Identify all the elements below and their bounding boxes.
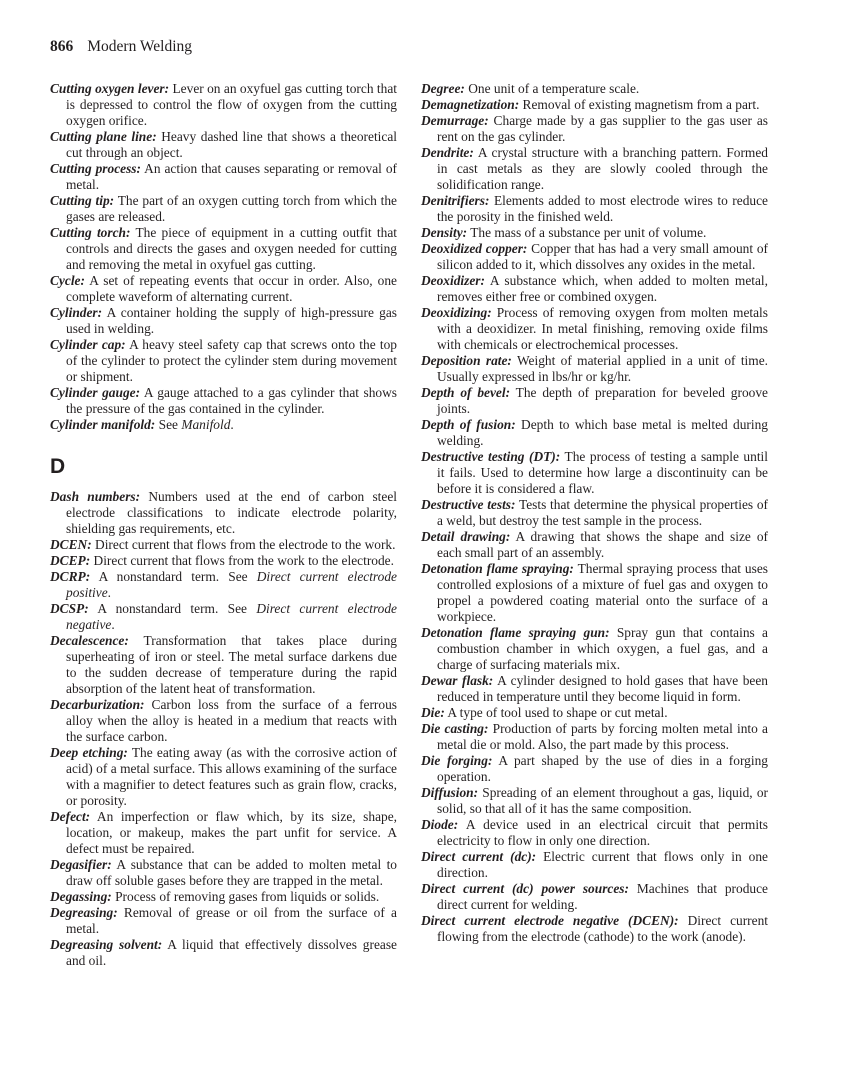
glossary-entry [421,705,768,721]
glossary-entry [50,553,397,569]
glossary-term: Dewar flask: [421,673,494,688]
glossary-entry [421,145,768,193]
page-number: 866 [50,38,74,55]
glossary-entry [50,305,397,337]
glossary-term: Dash numbers: [50,489,141,504]
glossary-term: Deposition rate: [421,353,512,368]
glossary-entry [421,785,768,817]
glossary-term: Direct current (dc) power sources: [421,881,629,896]
glossary-term: Direct current (dc): [421,849,537,864]
glossary-entry [50,569,397,601]
glossary-definition: Charge made by a gas supplier to the gas user as rent on the gas cylinder. [437,113,768,144]
glossary-definition: Heavy dashed line that shows a theoretical cut through an object. [66,129,398,160]
glossary-term: Cutting tip: [50,193,115,208]
glossary-term: Cutting oxygen lever: [50,81,170,96]
glossary-entry [421,81,768,97]
glossary-definition: A liquid that effectively dissolves grease and oil. [66,937,397,968]
glossary-term: Diffusion: [421,785,479,800]
glossary-term: Detail drawing: [421,529,511,544]
glossary-term: Defect: [50,809,91,824]
glossary-term: Cutting plane line: [50,129,157,144]
glossary-entry [50,273,397,305]
glossary-term: Cylinder: [50,305,103,320]
glossary-term: Degassing: [50,889,112,904]
glossary-term: Demurrage: [421,113,489,128]
glossary-definition: Process of removing oxygen from molten metals with a deoxidizer. In metal finishing, removing oxide films with chemicals or electrochemical processes. [437,305,768,352]
glossary-entry [421,113,768,145]
glossary-term: Decalescence: [50,633,129,648]
glossary-term: Cycle: [50,273,85,288]
glossary-definition: A crystal structure with a branching pattern. Formed in cast metals as they are slowly cooled through the solidification range. [437,145,768,192]
glossary-list-d [50,489,397,969]
glossary-definition: A part shaped by the use of dies in a forging operation. [437,753,768,784]
glossary-term: Dendrite: [421,145,474,160]
glossary-term: Degasifier: [50,857,112,872]
glossary-entry [421,97,768,113]
glossary-term: Cutting torch: [50,225,131,240]
glossary-definition: A heavy steel safety cap that screws onto the top of the cylinder to protect the cylinder stem during movement or shipment. [66,337,397,384]
glossary-entry [421,225,768,241]
glossary-entry [421,881,768,913]
glossary-term: DCEN: [50,537,92,552]
glossary-definition: An imperfection or flaw which, by its size, shape, location, or makeup, makes the part unfit for service. A defect must be repaired. [66,809,397,856]
glossary-definition: See [155,417,182,432]
definition-tail: . [111,617,115,632]
glossary-entry [421,753,768,785]
glossary-entry [421,497,768,529]
glossary-term: Die forging: [421,753,493,768]
glossary-definition: Transformation that takes place during superheating of iron or steel. The metal surface darkens due to the sudden decrease of temperature during the rapid absorption of the latent heat of transformation. [66,633,397,696]
glossary-definition: Machines that produce direct current for welding. [437,881,768,912]
glossary-definition: Lever on an oxyfuel gas cutting torch that is depressed to control the flow of oxygen from the cutting oxygen orifice. [66,81,397,128]
glossary-definition: A drawing that shows the shape and size of each small part of an assembly. [437,529,768,560]
glossary-entry [421,273,768,305]
glossary-definition: A substance which, when added to molten metal, removes either free or combined oxygen. [437,273,768,304]
glossary-term: Degreasing: [50,905,118,920]
glossary-entry [50,225,397,273]
glossary-term: Die casting: [421,721,489,736]
glossary-definition: An action that causes separating or removal of metal. [66,161,397,192]
book-title: Modern Welding [87,38,193,55]
glossary-entry [50,745,397,809]
glossary-entry [421,849,768,881]
glossary-definition: One unit of a temperature scale. [464,81,640,96]
glossary-entry [421,385,768,417]
glossary-term: Cylinder cap: [50,337,126,352]
right-column [421,81,768,945]
glossary-entry [50,193,397,225]
glossary-definition: The piece of equipment in a cutting outfit that controls and directs the gases and oxygen needed for cutting and removing the metal in oxyfuel gas cutting. [66,225,397,272]
glossary-term: Deoxidized copper: [421,241,528,256]
glossary-term: Depth of fusion: [421,417,516,432]
glossary-entry [50,537,397,553]
glossary-definition: Weight of material applied in a unit of time. Usually expressed in lbs/hr or kg/hr. [437,353,768,384]
glossary-term: DCSP: [50,601,89,616]
glossary-definition: A gauge attached to a gas cylinder that shows the pressure of the gas contained in the cylinder. [66,385,397,416]
glossary-entry [50,905,397,937]
glossary-entry [50,337,397,385]
glossary-entry [421,193,768,225]
glossary-entry [50,937,397,969]
glossary-entry [421,561,768,625]
glossary-entry [421,721,768,753]
glossary-definition: Production of parts by forcing molten metal into a metal die or mold. Also, the part made by this process. [437,721,768,752]
glossary-list-c [50,81,397,433]
glossary-term: Direct current electrode negative (DCEN): [421,913,679,928]
glossary-term: Detonation flame spraying gun: [421,625,610,640]
glossary-definition: Removal of grease or oil from the surface of a metal. [66,905,397,936]
glossary-definition: Removal of existing magnetism from a part. [519,97,760,112]
glossary-entry [50,489,397,537]
glossary-definition: A type of tool used to shape or cut metal. [444,705,668,720]
glossary-term: Deoxidizing: [421,305,492,320]
glossary-definition: Carbon loss from the surface of a ferrous alloy when the alloy is heated in a medium that reacts with the surface carbon. [66,697,397,744]
glossary-entry [421,673,768,705]
glossary-entry [421,305,768,353]
glossary-entry [50,697,397,745]
glossary-term: DCRP: [50,569,91,584]
definition-tail: . [107,585,112,600]
glossary-term: Deep etching: [50,745,128,760]
glossary-entry [50,417,397,433]
glossary-term: Cylinder manifold: [50,417,156,432]
glossary-definition: Depth to which base metal is melted during welding. [437,417,768,448]
cross-reference: Manifold [181,417,231,432]
glossary-definition: A device used in an electrical circuit that permits electricity to flow in only one direction. [437,817,768,848]
glossary-definition: The eating away (as with the corrosive action of acid) of a metal surface. This allows examining of the surface with a magnifier to detect features such as grain flow, cracks, or porosity. [66,745,397,808]
glossary-definition: Spray gun that contains a combustion chamber in which oxygen, a fuel gas, and a charge of surfacing materials mix. [437,625,768,672]
definition-tail: . [230,417,234,432]
glossary-definition: A cylinder designed to hold gases that have been reduced in temperature until they become liquid in form. [437,673,769,704]
glossary-definition: The part of an oxygen cutting torch from which the gases are released. [66,193,397,224]
glossary-definition: Numbers used at the end of carbon steel electrode classifications to indicate electrode polarity, shielding gas requirements, etc. [66,489,398,536]
glossary-definition: A set of repeating events that occur in order. Also, one complete waveform of alternating current. [66,273,397,304]
glossary-definition: A substance that can be added to molten metal to draw off soluble gases before they are trapped in the metal. [66,857,397,888]
glossary-definition: The mass of a substance per unit of volume. [467,225,707,240]
glossary-term: Deoxidizer: [421,273,485,288]
glossary-entry [50,889,397,905]
glossary-definition: Electric current that flows only in one direction. [437,849,768,880]
glossary-term: Cylinder gauge: [50,385,141,400]
glossary-entry [421,625,768,673]
glossary-entry [50,857,397,889]
glossary-term: Denitrifiers: [421,193,490,208]
cross-reference: Direct current electrode positive [66,569,397,600]
glossary-definition: The process of testing a sample until it fails. Used to determine how large a discontinuity can be before it is considered a flaw. [437,449,768,496]
glossary-term: Depth of bevel: [421,385,511,400]
glossary-entry [50,161,397,193]
running-header [50,38,192,56]
glossary-term: Die: [421,705,445,720]
glossary-entry [421,817,768,849]
glossary-entry [50,809,397,857]
glossary-definition: Process of removing gases from liquids or solids. [111,889,380,904]
glossary-term: Demagnetization: [421,97,520,112]
glossary-definition: Thermal spraying process that uses controlled explosions of a mixture of fuel gas and oxygen to propel a powdered coating material onto the surface of a workpiece. [437,561,768,624]
glossary-term: Degreasing solvent: [50,937,163,952]
glossary-term: Destructive testing (DT): [421,449,561,464]
glossary-definition: A nonstandard term. See [90,569,257,584]
glossary-definition: Direct current that flows from the electrode to the work. [91,537,396,552]
glossary-entry [421,529,768,561]
glossary-entry [421,417,768,449]
glossary-term: Destructive tests: [421,497,516,512]
glossary-entry [421,913,768,945]
glossary-term: Decarburization: [50,697,145,712]
section-letter-heading: D [50,455,66,478]
glossary-entry [50,385,397,417]
glossary-entry [50,633,397,697]
glossary-definition: A container holding the supply of high-pressure gas used in welding. [66,305,397,336]
glossary-term: Density: [421,225,468,240]
glossary-definition: A nonstandard term. See [88,601,257,616]
left-column [50,81,397,969]
glossary-entry [421,449,768,497]
glossary-entry [50,81,397,129]
glossary-definition: The depth of preparation for beveled groove joints. [437,385,768,416]
glossary-entry [421,353,768,385]
glossary-term: Detonation flame spraying: [421,561,574,576]
glossary-term: Cutting process: [50,161,141,176]
glossary-entry [421,241,768,273]
glossary-entry [50,601,397,633]
glossary-definition: Direct current flowing from the electrode (cathode) to the work (anode). [437,913,768,944]
glossary-term: DCEP: [50,553,91,568]
glossary-definition: Copper that has had a very small amount of silicon added to it, which dissolves any oxides in the metal. [437,241,768,272]
glossary-entry [50,129,397,161]
glossary-definition: Direct current that flows from the work to the electrode. [90,553,394,568]
cross-reference: Direct current electrode negative [66,601,397,632]
glossary-list-d-continued [421,81,768,945]
glossary-definition: Spreading of an element throughout a gas, liquid, or solid, so that all of it has the same composition. [437,785,768,816]
glossary-definition: Tests that determine the physical properties of a weld, but destroy the test sample in the process. [437,497,768,528]
glossary-term: Diode: [421,817,459,832]
glossary-term: Degree: [421,81,465,96]
glossary-definition: Elements added to most electrode wires to reduce the porosity in the finished weld. [437,193,768,224]
